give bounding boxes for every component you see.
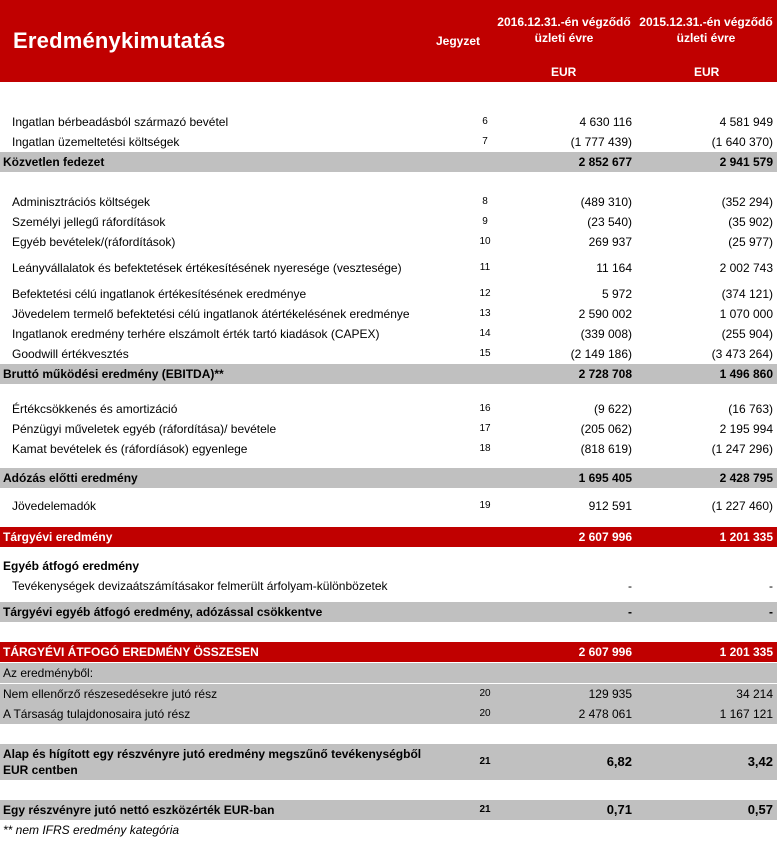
row-value-2015: 3,42	[747, 754, 773, 769]
row-value-2016: 2 478 061	[578, 707, 632, 721]
row-label: Leányvállalatok és befektetések értékesítésének nyeresége (vesztesége)	[12, 261, 402, 275]
section-heading	[0, 556, 777, 576]
total-row	[0, 642, 777, 662]
row-label: Adózás előtti eredmény	[3, 471, 138, 485]
row-value-2016: -	[628, 579, 632, 593]
row-note: 15	[479, 348, 491, 359]
row-value-2016: 912 591	[588, 499, 632, 513]
row-label: Nem ellenőrző részesedésekre jutó rész	[3, 687, 218, 701]
row-value-2016: 1 695 405	[578, 471, 632, 485]
row-label: Pénzügyi műveletek egyéb (ráfordítása)/ bevétele	[12, 422, 277, 436]
table-row	[0, 284, 777, 304]
currency-2015: EUR	[694, 65, 720, 79]
row-value-2016: (818 619)	[580, 442, 632, 456]
row-value-2016: (23 540)	[587, 215, 632, 229]
row-label: Egyéb bevételek/(ráfordítások)	[12, 235, 176, 249]
table-row	[0, 232, 777, 252]
column-header-2016-line1: 2016.12.31.-én végződő	[497, 15, 631, 29]
row-value-2015: 2 195 994	[719, 422, 773, 436]
subtotal-row	[0, 602, 777, 622]
row-label: Értékcsökkenés és amortizáció	[12, 402, 178, 416]
row-label: Tárgyévi eredmény	[3, 530, 113, 544]
column-header-2015	[635, 14, 777, 46]
row-label: A Társaság tulajdonosaira jutó rész	[3, 707, 191, 721]
row-value-2015: 0,57	[747, 802, 773, 817]
row-value-2015: 2 428 795	[719, 471, 773, 485]
row-value-2016: (9 622)	[593, 402, 632, 416]
row-value-2016: (339 008)	[580, 327, 632, 341]
row-note: 8	[482, 196, 488, 207]
table-row	[0, 112, 777, 132]
table-row	[0, 419, 777, 439]
row-value-2016: 2 728 708	[578, 367, 632, 381]
row-label: Az eredményből:	[3, 666, 94, 680]
row-note: 20	[479, 708, 491, 719]
row-note: 19	[479, 500, 491, 511]
column-header-2015-line2: üzleti évre	[676, 31, 736, 45]
table-row	[0, 304, 777, 324]
row-note: 9	[482, 216, 488, 227]
table-row	[0, 258, 777, 278]
table-row	[0, 344, 777, 364]
row-value-2015: (25 977)	[728, 235, 773, 249]
row-label: Tevékenységek devizaátszámításakor felmerült árfolyam-különbözetek	[12, 579, 388, 593]
row-value-2016: (1 777 439)	[570, 135, 632, 149]
row-value-2016: -	[628, 605, 632, 619]
row-value-2015: (1 247 296)	[711, 442, 773, 456]
table-row	[0, 439, 777, 459]
table-row	[0, 496, 777, 516]
column-header-2015-line1: 2015.12.31.-én végződő	[639, 15, 773, 29]
row-note: 10	[479, 236, 491, 247]
row-value-2015: 1 496 860	[719, 367, 773, 381]
eps-row	[0, 744, 777, 780]
row-value-2016: 5 972	[601, 287, 632, 301]
row-label: Bruttó működési eredmény (EBITDA)**	[3, 367, 224, 381]
row-label: Jövedelem termelő befektetési célú ingatlanok átértékelésének eredménye	[12, 307, 410, 321]
row-value-2015: (352 294)	[721, 195, 773, 209]
row-value-2016: (2 149 186)	[570, 347, 632, 361]
row-note: 6	[482, 116, 488, 127]
table-row	[0, 576, 777, 596]
row-note: 18	[479, 443, 491, 454]
table-row	[0, 212, 777, 232]
row-label: Kamat bevételek és (ráfordíások) egyenlege	[12, 442, 248, 456]
row-label: Ingatlanok eredmény terhére elszámolt érték tartó kiadások (CAPEX)	[12, 327, 380, 341]
row-label: Befektetési célú ingatlanok értékesítésének eredménye	[12, 287, 307, 301]
row-label: Egy részvényre jutó nettó eszközérték EUR-ban	[3, 803, 275, 817]
row-value-2016: 269 937	[588, 235, 632, 249]
table-row	[0, 684, 777, 704]
row-value-2015: 1 201 335	[719, 645, 773, 659]
row-value-2015: (3 473 264)	[711, 347, 773, 361]
row-note: 13	[479, 308, 491, 319]
table-row	[0, 704, 777, 724]
currency-2016: EUR	[551, 65, 577, 79]
row-value-2016: 11 164	[596, 261, 632, 275]
row-value-2016: 0,71	[606, 802, 632, 817]
note-column-header: Jegyzet	[436, 34, 481, 48]
page-title: Eredménykimutatás	[13, 28, 226, 53]
row-value-2015: (255 904)	[721, 327, 773, 341]
table-row	[0, 399, 777, 419]
row-value-2015: -	[769, 605, 773, 619]
row-value-2015: (374 121)	[721, 287, 773, 301]
row-label: Közvetlen fedezet	[3, 155, 105, 169]
row-value-2016: 2 852 677	[578, 155, 632, 169]
row-value-2015: 2 941 579	[719, 155, 773, 169]
row-label: Egyéb átfogó eredmény	[3, 559, 140, 573]
row-value-2015: 1 201 335	[719, 530, 773, 544]
row-value-2015: 2 002 743	[719, 261, 773, 275]
row-value-2015: (16 763)	[728, 402, 773, 416]
row-label: Ingatlan bérbeadásból származó bevétel	[12, 115, 229, 129]
row-value-2016: (489 310)	[580, 195, 632, 209]
row-note: 11	[479, 262, 491, 273]
row-value-2015: (1 640 370)	[711, 135, 773, 149]
row-value-2016: 2 590 002	[578, 307, 632, 321]
row-value-2015: (35 902)	[728, 215, 773, 229]
row-value-2016: 6,82	[606, 754, 632, 769]
column-header-2016	[493, 14, 635, 46]
row-value-2016: 4 630 116	[579, 115, 632, 129]
row-label: Alap és hígított egy részvényre jutó eredmény megszűnő tevékenységből EUR centben	[3, 747, 422, 777]
row-value-2015: 34 214	[736, 687, 773, 701]
row-note: 16	[479, 403, 491, 414]
row-note: 21	[479, 804, 491, 815]
row-label: TÁRGYÉVI ÁTFOGÓ EREDMÉNY ÖSSZESEN	[3, 645, 259, 659]
subtotal-row	[0, 468, 777, 488]
row-value-2015: (1 227 460)	[711, 499, 773, 513]
subtotal-row	[0, 152, 777, 172]
row-label: Személyi jellegű ráfordítások	[12, 215, 166, 229]
row-value-2016: 2 607 996	[578, 645, 632, 659]
table-row	[0, 192, 777, 212]
row-note: 7	[482, 136, 488, 147]
row-value-2015: 4 581 949	[719, 115, 773, 129]
row-value-2016: 129 935	[588, 687, 632, 701]
row-value-2015: -	[769, 579, 773, 593]
row-note: 14	[479, 328, 491, 339]
total-row	[0, 527, 777, 547]
nav-per-share-row	[0, 800, 777, 820]
table-row	[0, 663, 777, 683]
row-label: Ingatlan üzemeltetési költségek	[12, 135, 180, 149]
row-label: Adminisztrációs költségek	[12, 195, 151, 209]
row-note: 20	[479, 688, 491, 699]
row-value-2015: 1 167 121	[719, 707, 773, 721]
row-note: 12	[479, 288, 491, 299]
row-label: Jövedelemadók	[12, 499, 97, 513]
row-value-2015: 1 070 000	[719, 307, 773, 321]
row-note: 21	[479, 756, 491, 767]
row-label: Goodwill értékvesztés	[12, 347, 129, 361]
footnote: ** nem IFRS eredmény kategória	[3, 823, 180, 837]
subtotal-row	[0, 364, 777, 384]
row-label: Tárgyévi egyéb átfogó eredmény, adózással csökkentve	[3, 605, 323, 619]
statement-header	[0, 0, 777, 82]
row-note: 17	[479, 423, 491, 434]
table-row	[0, 324, 777, 344]
row-value-2016: 2 607 996	[578, 530, 632, 544]
row-value-2016: (205 062)	[580, 422, 632, 436]
column-header-2016-line2: üzleti évre	[534, 31, 594, 45]
table-row	[0, 132, 777, 152]
